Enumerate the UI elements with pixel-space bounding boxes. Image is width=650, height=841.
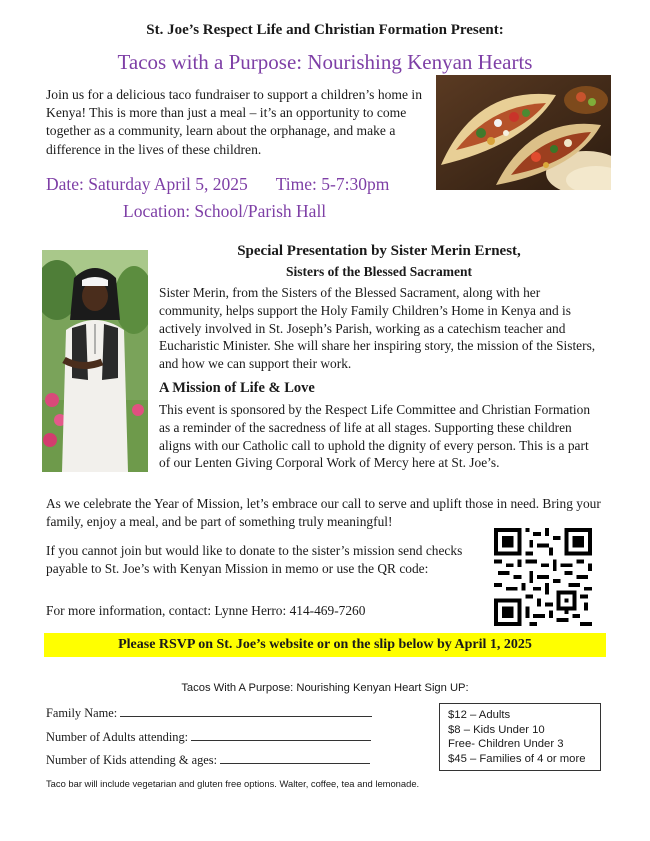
donate-paragraph: If you cannot join but would like to donate to the sister’s mission send checks payable to St. Joe’s with Kenyan Mission in memo or use the QR code: [46,543,463,576]
price-item: Free- Children Under 3 [448,738,564,751]
price-item: $8 – Kids Under 10 [448,723,545,736]
family-name-field[interactable] [46,705,372,721]
presentation-title: Special Presentation by Sister Merin Ernest, [237,243,521,259]
price-item: $45 – Families of 4 or more [448,752,586,765]
family-name-blank[interactable] [120,705,372,717]
donation-qr-code[interactable] [494,528,592,626]
event-date-time [46,174,389,195]
mission-heading: A Mission of Life & Love [159,380,315,396]
presentation-subtitle: Sisters of the Blessed Sacrament [286,264,472,279]
event-title: Tacos with a Purpose: Nourishing Kenyan Hearts [117,50,533,74]
price-list [439,703,601,771]
footnote: Taco bar will include vegetarian and gluten free options. Walter, coffee, tea and lemonade. [46,778,420,789]
rsvp-banner: Please RSVP on St. Joe’s website or on the slip below by April 1, 2025 [44,633,606,657]
contact-line: For more information, contact: Lynne Herro: 414-469-7260 [46,603,366,618]
event-time: Time: 5-7:30pm [275,174,390,194]
presentation-body: Sister Merin, from the Sisters of the Blessed Sacrament, along with her community, helps support the Holy Family Children’s Home in Kenya and is actively involved in St. Joseph’s Parish, working as a catechism teacher and Eucharistic Minister. She will share her inspiring story, the mission of the Sisters, and how we can support their work. [159,285,596,372]
mission-body: This event is sponsored by the Respect Life Committee and Christian Formation as a reminder of the sacredness of life at all stages. Supporting these children aligns with our Catholic call to uphold the dignity of every person. This is a part of our Lenten Giving Corporal Work of Mercy here at St. Joe’s. [159,402,591,471]
kids-blank[interactable] [220,752,370,764]
intro-paragraph: Join us for a delicious taco fundraiser to support a children’s home in Kenya! This is more than just a meal – it’s an opportunity to come together as a community, learn about the orphanage, and make a difference in the lives of these children. [46,87,423,157]
event-location: Location: School/Parish Hall [123,201,327,221]
presenter-line: St. Joe’s Respect Life and Christian Formation Present: [146,22,504,38]
signup-title: Tacos With A Purpose: Nourishing Kenyan Heart Sign UP: [181,682,469,694]
adults-blank[interactable] [191,729,371,741]
price-item: $12 – Adults [448,709,511,721]
kids-label: Number of Kids attending & ages: [46,753,218,767]
family-name-label: Family Name: [46,706,118,720]
taco-photo [436,75,611,190]
adults-field[interactable] [46,729,371,745]
adults-label: Number of Adults attending: [46,730,189,744]
celebrate-paragraph: As we celebrate the Year of Mission, let’s embrace our call to serve and uplift those in need. Bring your family, enjoy a meal, and be part of something truly meaningful! [46,496,601,529]
event-date: Date: Saturday April 5, 2025 [46,174,248,194]
sister-portrait [42,250,148,472]
kids-field[interactable] [46,752,370,768]
